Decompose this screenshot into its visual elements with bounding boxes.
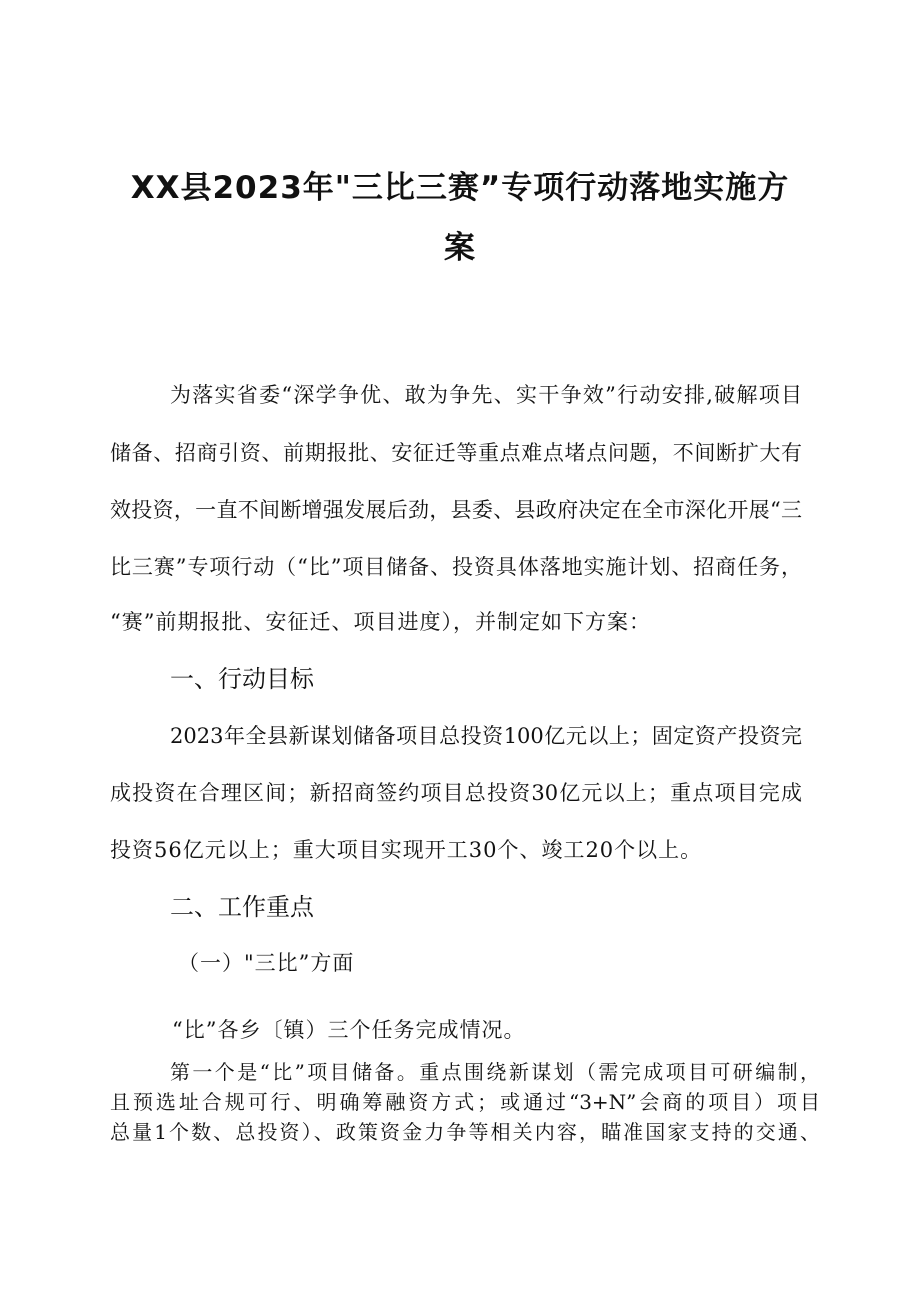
focus-line-2: 且预选址合规可行、明确筹融资方式；或通过“3+N”会商的项目）项目 [110, 1090, 820, 1114]
intro-line-2: 储备、招商引资、前期报批、安征迁等重点难点堵点问题，不间断扩大有 [110, 441, 802, 465]
intro-line-4: 比三赛”专项行动（“比”项目储备、投资具体落地实施计划、招商任务， [110, 555, 802, 579]
focus-line-3: 总量1个数、总投资）、政策资金力争等相关内容，瞄准国家支持的交通、 [110, 1120, 820, 1144]
section-heading-goals: 一、行动目标 [170, 665, 314, 693]
section-heading-focus: 二、工作重点 [170, 893, 314, 921]
intro-line-3: 效投资，一直不间断增强发展后劲，县委、县政府决定在全市深化开展“三 [110, 498, 802, 522]
subsection-intro: “比”各乡〔镇）三个任务完成情况。 [172, 1018, 526, 1042]
intro-line-1: 为落实省委“深学争优、敢为争先、实干争效”行动安排,破解项目 [170, 383, 802, 407]
goals-line-1: 2023年全县新谋划储备项目总投资100亿元以上；固定资产投资完 [170, 724, 802, 748]
intro-line-5: “赛”前期报批、安征迁、项目进度），并制定如下方案： [110, 610, 651, 634]
goals-line-2: 成投资在合理区间；新招商签约项目总投资30亿元以上；重点项目完成 [110, 781, 802, 805]
document-title-line-1: XX县2023年"三比三赛”专项行动落地实施方 [130, 170, 790, 206]
goals-line-3: 投资56亿元以上；重大项目实现开工30个、竣工20个以上。 [110, 838, 703, 862]
document-title-line-2: 案 [444, 230, 476, 266]
focus-line-1: 第一个是“比”项目储备。重点围绕新谋划（需完成项目可研编制， [170, 1060, 820, 1084]
subsection-heading-three-compare: （一）"三比”方面 [178, 951, 355, 975]
